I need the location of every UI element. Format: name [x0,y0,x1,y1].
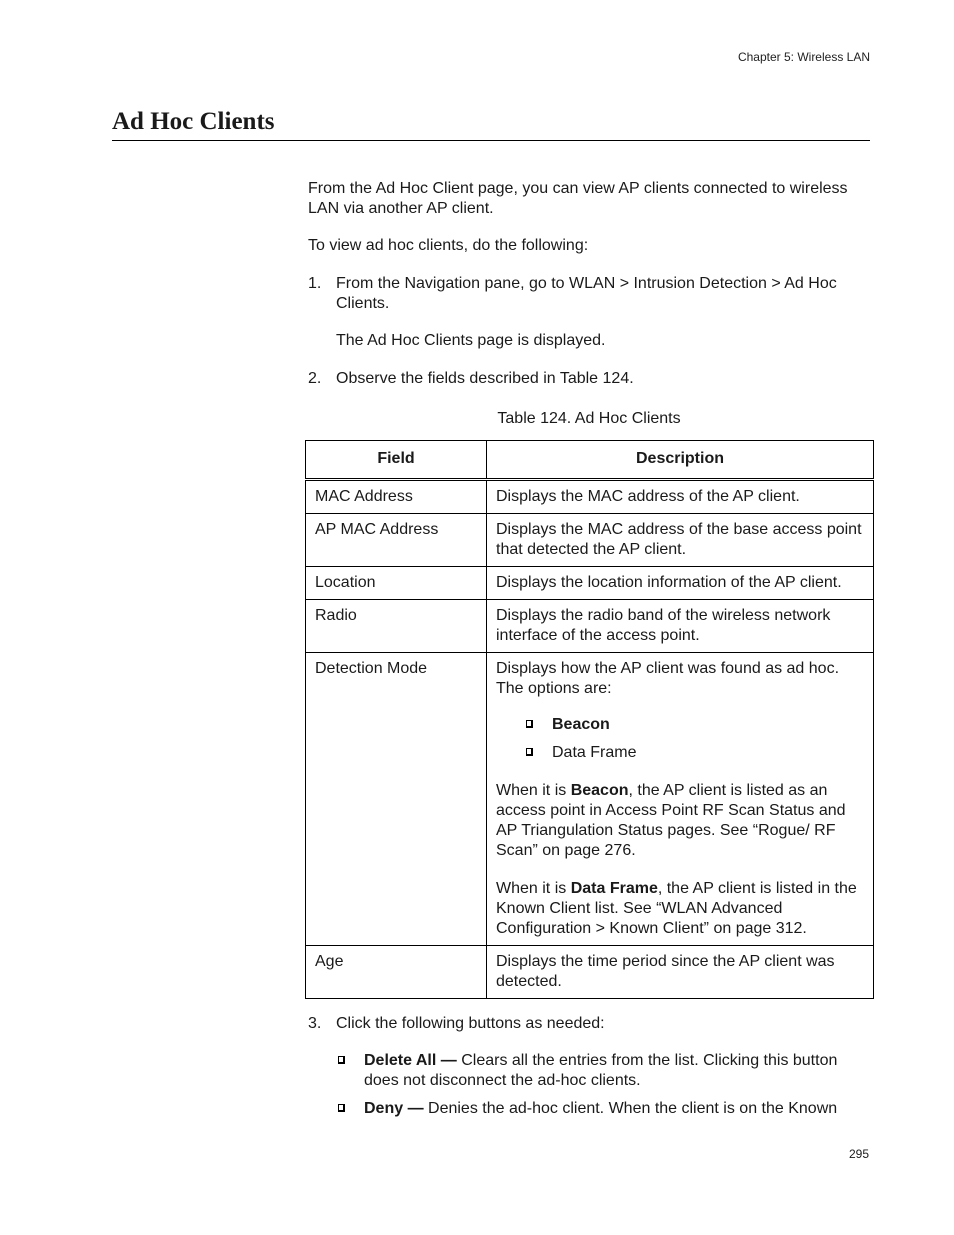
text-span: , the AP client is listed as an access point in Access Point RF Scan Status and AP Triangulation Status pages. See “Rogue/ RF Scan” on page 276. [496,782,846,859]
checkbox-bullet-icon [338,1104,345,1112]
data-frame-paragraph [496,879,864,939]
intro-paragraph: From the Ad Hoc Client page, you can view AP clients connected to wireless LAN via another AP client. [308,180,848,217]
button-description: Denies the ad-hoc client. When the client is on the Known [423,1100,838,1117]
field-cell: Detection Mode [306,653,487,946]
list-item [526,715,864,735]
text-span: , the AP client is listed in the Known Client list. See “WLAN Advanced Configuration > Known Client” on page 312. [496,880,857,937]
step-note: The Ad Hoc Clients page is displayed. [336,332,606,349]
step-text: Observe the fields described in Table 124. [336,370,634,387]
button-name: Delete All — [364,1052,457,1069]
detection-options-list [526,715,864,763]
table-row [306,600,874,653]
field-cell: MAC Address [306,480,487,514]
description-cell: Displays the location information of the AP client. [487,567,874,600]
option-label: Data Frame [552,744,637,761]
fields-table [305,440,874,999]
lead-paragraph: To view ad hoc clients, do the following: [308,237,589,254]
step-text: From the Navigation pane, go to WLAN > Intrusion Detection > Ad Hoc Clients. [336,275,837,312]
checkbox-bullet-icon [526,748,533,756]
step-number: 1. [308,275,322,292]
button-name: Deny — [364,1100,424,1117]
running-header: Chapter 5: Wireless LAN [737,50,870,64]
description-cell [487,653,874,946]
section-title: Ad Hoc Clients [112,107,870,141]
table-header-row [306,441,874,480]
table-row [306,480,874,514]
list-item [336,1099,873,1119]
column-header-description: Description [487,441,874,480]
text-span: When it is [496,782,571,799]
beacon-paragraph [496,781,864,861]
bold-term: Beacon [570,782,629,799]
description-cell: Displays the MAC address of the AP client. [487,480,874,514]
table-caption: Table 124. Ad Hoc Clients [497,410,681,427]
button-description: Clears all the entries from the list. Clicking this button does not disconnect the ad-hoc clients. [364,1052,838,1089]
checkbox-bullet-icon [338,1056,345,1064]
text-span: When it is [496,880,571,897]
table-row [306,946,874,999]
button-description-list [336,1051,873,1127]
page-number: 295 [848,1147,869,1161]
checkbox-bullet-icon [526,720,533,728]
field-cell: Location [306,567,487,600]
table-row [306,567,874,600]
field-cell: AP MAC Address [306,514,487,567]
step-number: 3. [308,1015,322,1032]
step-number: 2. [308,370,322,387]
list-item [526,743,864,763]
description-cell: Displays the radio band of the wireless network interface of the access point. [487,600,874,653]
bold-term: Data Frame [570,880,658,897]
option-label: Beacon [552,716,610,733]
detection-mode-intro: Displays how the AP client was found as ad hoc. The options are: [496,660,840,697]
step-text: Click the following buttons as needed: [336,1015,605,1032]
field-cell: Radio [306,600,487,653]
field-cell: Age [306,946,487,999]
description-cell: Displays the MAC address of the base access point that detected the AP client. [487,514,874,567]
column-header-field: Field [306,441,487,480]
description-cell: Displays the time period since the AP client was detected. [487,946,874,999]
table-row [306,653,874,946]
table-row [306,514,874,567]
list-item [336,1051,873,1091]
